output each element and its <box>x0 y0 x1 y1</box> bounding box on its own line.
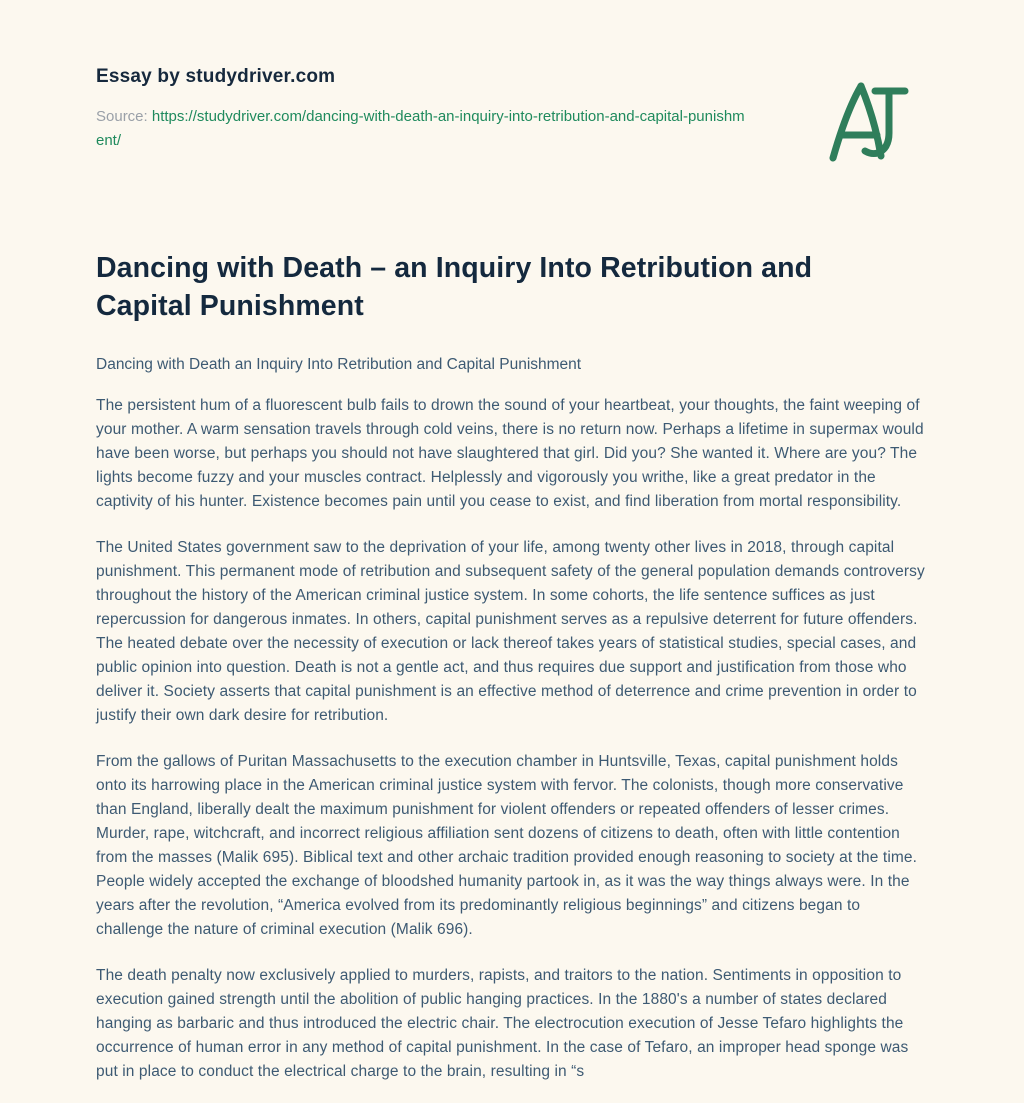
essay-title: Dancing with Death – an Inquiry Into Retribution and Capital Punishment <box>96 252 813 322</box>
essay-paragraph: The persistent hum of a fluorescent bulb fails to drown the sound of your heartbeat, your thoughts, the faint weeping of your mother. A warm sensation travels through cold veins, there is no return now. Perhaps a lifetime in supermax would have been worse, but perhaps you should not have slaughtered that girl. Did you? She wanted it. Where are you? The lights become fuzzy and your muscles contract. Helplessly and vigorously you writhe, like a great predator in the captivity of his hunter. Existence becomes pain until you cease to exist, and find liberation from mortal responsibility. <box>96 396 924 510</box>
source-line <box>96 105 746 153</box>
essay-body <box>96 394 928 1084</box>
essay-paragraph: The United States government saw to the deprivation of your life, among twenty other lives in 2018, through capital punishment. This permanent mode of retribution and subsequent safety of the general population demands controversy throughout the history of the American criminal justice system. In some cohorts, the life sentence suffices as just repercussion for dangerous inmates. In others, capital punishment serves as a repulsive deterrent for future offenders. The heated debate over the necessity of execution or lack thereof takes years of statistical studies, special cases, and public opinion into question. Death is not a gentle act, and thus requires due support and justification from those who deliver it. Society asserts that capital punishment is an effective method of deterrence and crime prevention in order to justify their own dark desire for retribution. <box>96 538 925 724</box>
source-link[interactable]: https://studydriver.com/dancing-with-death-an-inquiry-into-retribution-and-capital-punishment/ <box>96 108 745 149</box>
studydriver-logo-icon <box>826 78 910 164</box>
essay-paragraph: From the gallows of Puritan Massachusetts to the execution chamber in Huntsville, Texas, capital punishment holds onto its harrowing place in the American criminal justice system with fervor. The colonists, though more conservative than England, liberally dealt the maximum punishment for violent offenders or repeated offenders of lesser crimes. Murder, rape, witchcraft, and incorrect religious affiliation sent dozens of citizens to death, often with little contention from the masses (Malik 695). Biblical text and other archaic tradition provided enough reasoning to society at the time. People widely accepted the exchange of bloodshed humanity partook in, as it was the way things always were. In the years after the revolution, “America evolved from its predominantly religious beginnings” and citizens began to challenge the nature of criminal execution (Malik 696). <box>96 753 917 939</box>
byline: Essay by studydriver.com <box>96 66 336 87</box>
essay-paragraph: The death penalty now exclusively applied to murders, rapists, and traitors to the nation. Sentiments in opposition to execution gained strength until the abolition of public hanging practices. In the 1880's a number of states declared hanging as barbaric and thus introduced the electric chair. The electrocution execution of Jesse Tefaro highlights the occurrence of human error in any method of capital punishment. In the case of Tefaro, an improper head sponge was put in place to conduct the electrical charge to the brain, resulting in “s <box>96 967 909 1081</box>
source-label: Source: <box>96 108 148 125</box>
essay-subtitle: Dancing with Death an Inquiry Into Retribution and Capital Punishment <box>96 355 582 373</box>
